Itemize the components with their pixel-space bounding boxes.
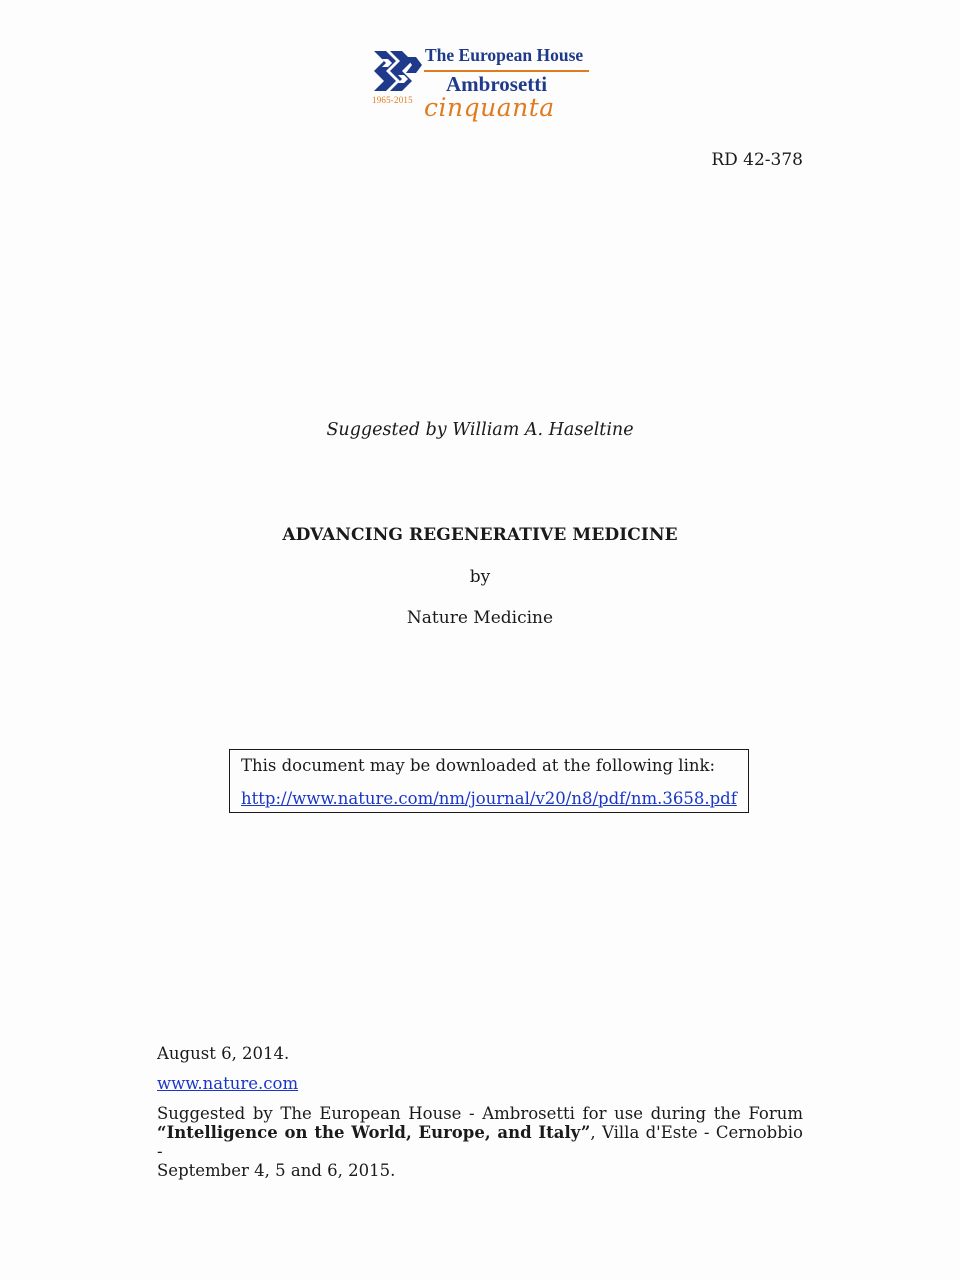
ambrosetti-logo-icon <box>370 49 424 93</box>
by-label: by <box>469 567 491 587</box>
suggested-by: Suggested by William A. Haseltine <box>326 420 634 440</box>
forum-name: “Intelligence on the World, Europe, and Italy” <box>157 1123 591 1142</box>
document-code: RD 42-378 <box>711 150 803 170</box>
ambrosetti-logo <box>370 45 600 140</box>
logo-anniversary: cinquanta <box>424 93 555 122</box>
document-author: Nature Medicine <box>406 608 554 628</box>
website-link[interactable]: www.nature.com <box>157 1074 299 1093</box>
download-label: This document may be downloaded at the following link: <box>241 756 716 775</box>
forum-location: , Villa d'Este - Cernobbio - <box>157 1123 803 1161</box>
download-link[interactable]: http://www.nature.com/nm/journal/v20/n8/pdf/nm.3658.pdf <box>241 789 737 808</box>
forum-footnote <box>157 1104 803 1180</box>
footnote-line-1: Suggested by The European House - Ambrosetti for use during the Forum <box>157 1104 803 1123</box>
footnote-line-2 <box>157 1123 803 1161</box>
download-box <box>229 749 749 813</box>
logo-org-line2: Ambrosetti <box>446 72 548 96</box>
logo-org-line1: The European House <box>425 45 584 65</box>
document-title: ADVANCING REGENERATIVE MEDICINE <box>282 525 678 545</box>
footnote-line-3: September 4, 5 and 6, 2015. <box>157 1161 396 1180</box>
document-date: August 6, 2014. <box>157 1044 290 1063</box>
logo-years: 1965-2015 <box>372 95 413 105</box>
